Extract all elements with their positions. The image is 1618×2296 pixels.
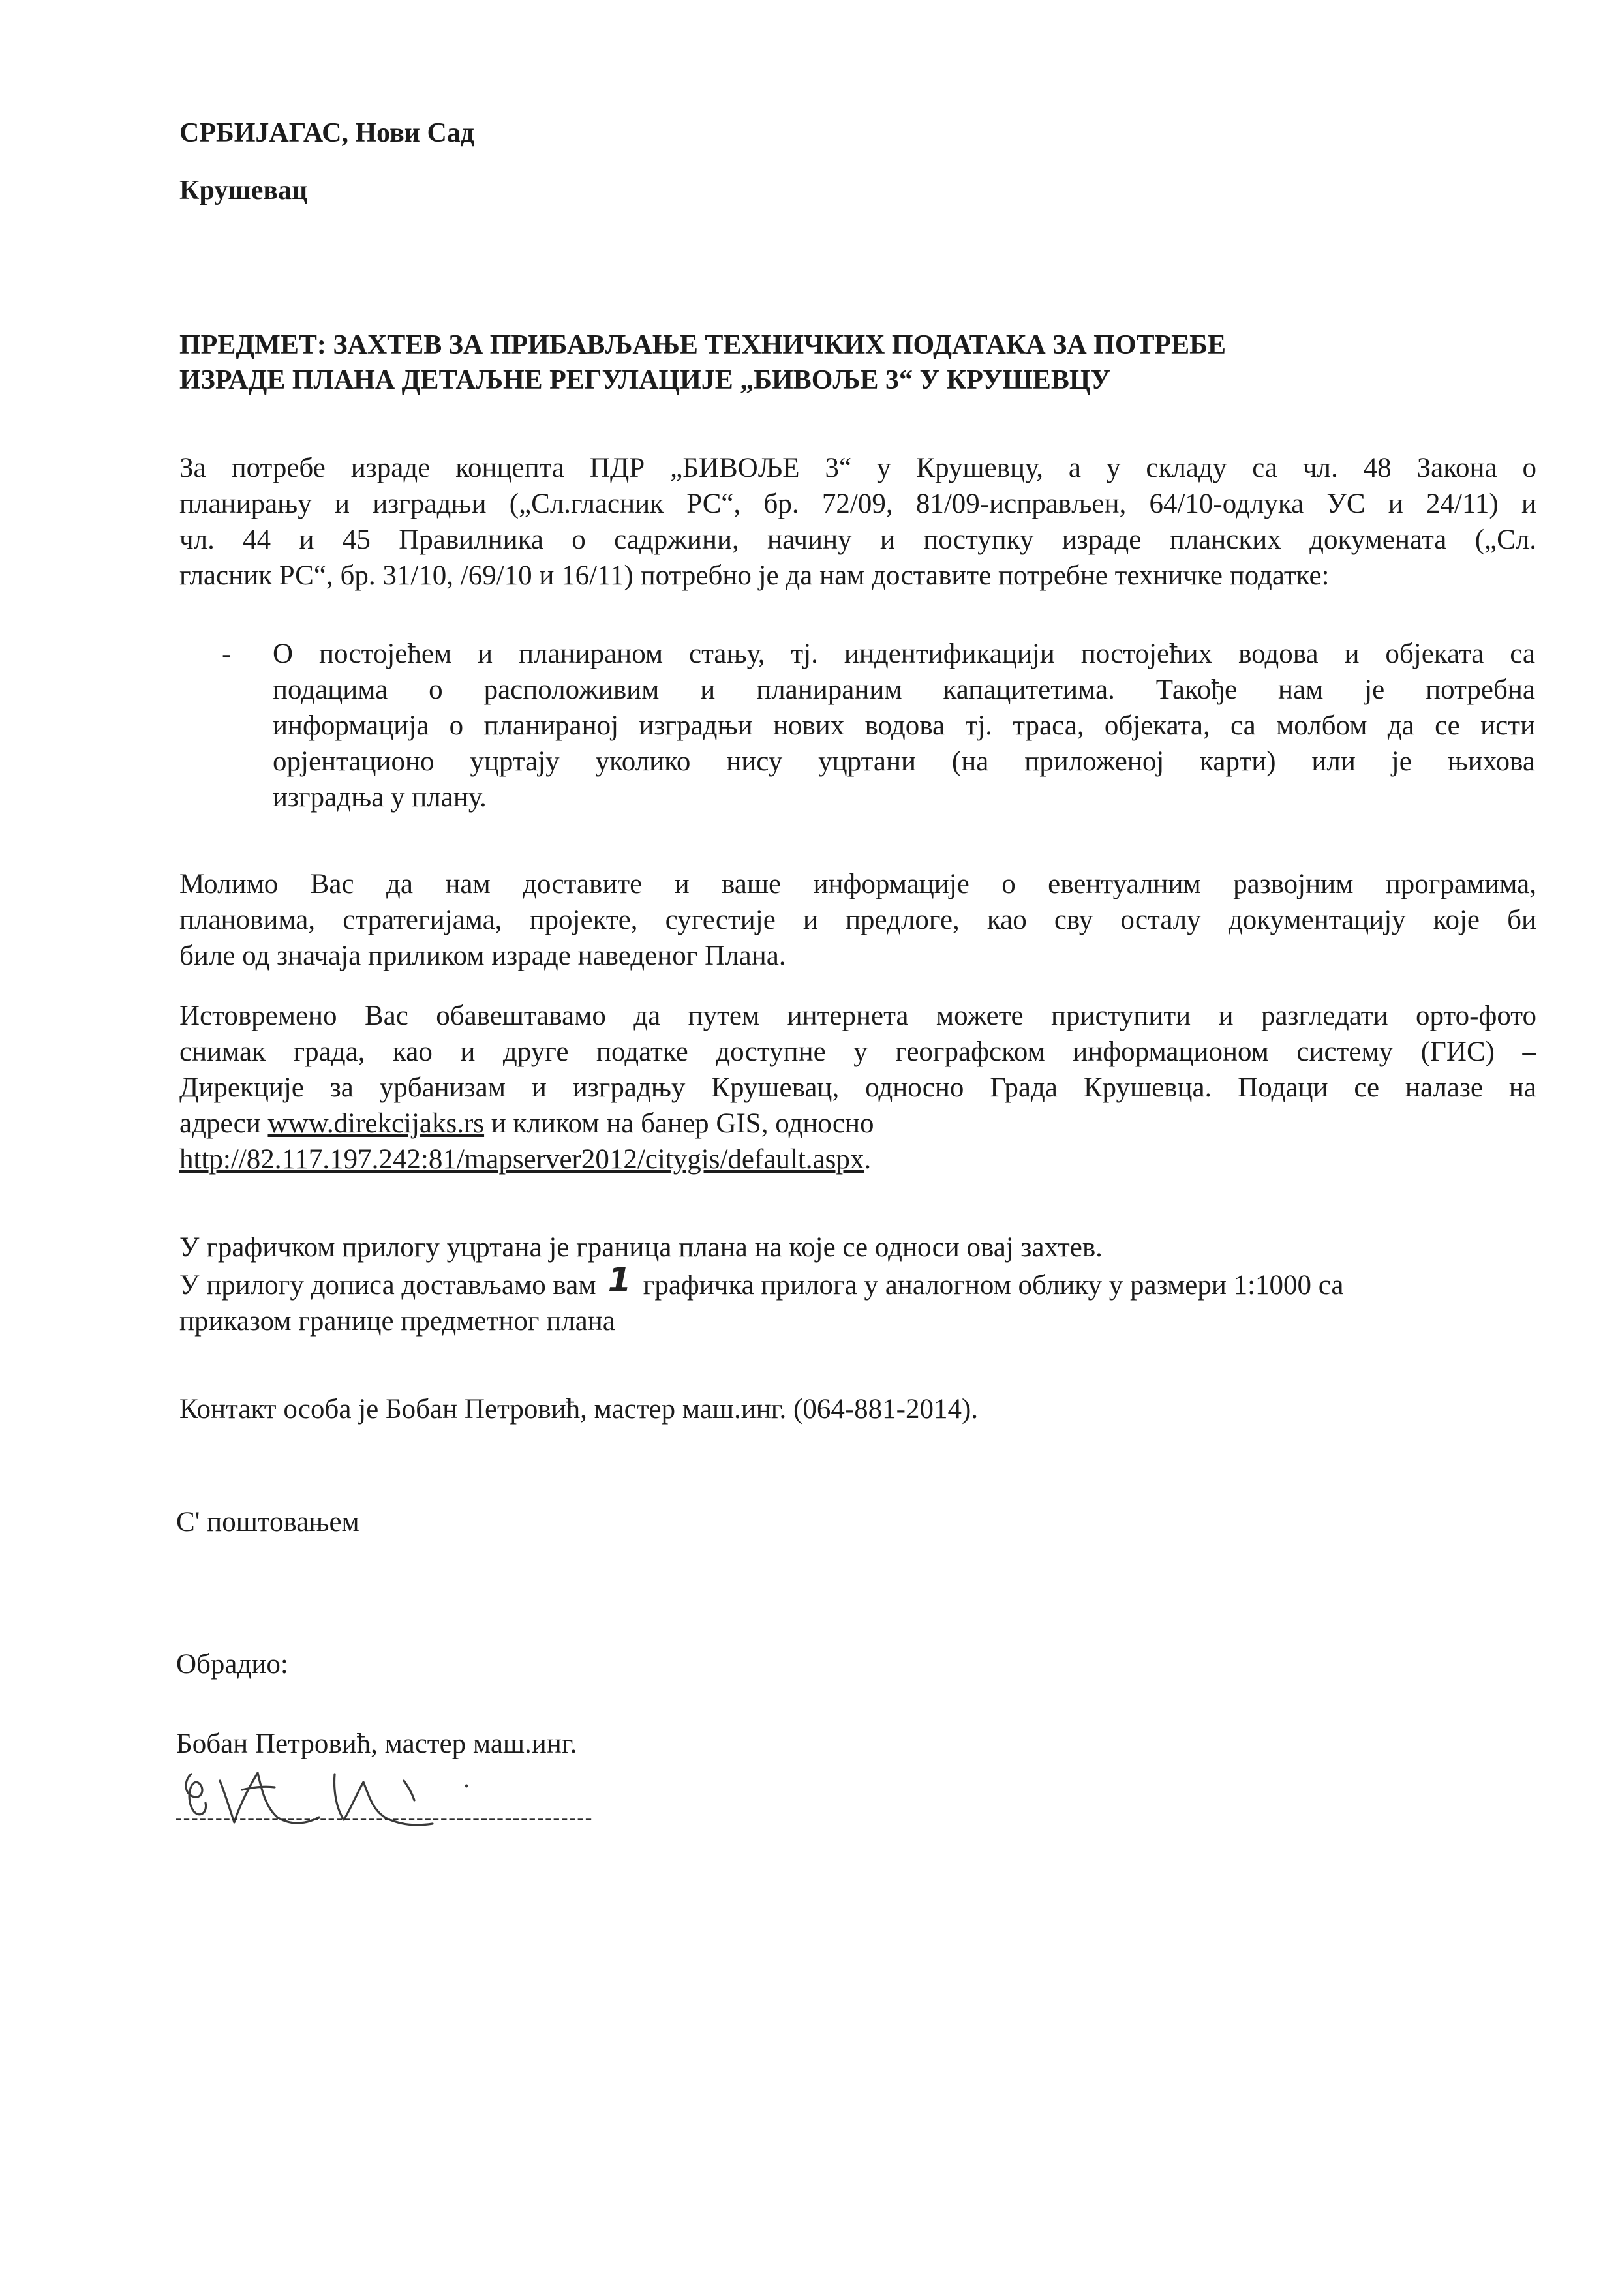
info-line-4: [179, 1106, 1536, 1141]
info-line-2: снимак града, као и друге податке доступне у географском информационом систему (ГИС) –: [179, 1036, 1536, 1067]
request-line-3: биле од значаја приликом израде наведеног Плана.: [179, 941, 786, 971]
annex-line-2: [179, 1261, 1536, 1303]
info-line-4-suffix: и кликом на банер GIS, односно: [484, 1108, 874, 1139]
intro-line-2: планирању и изградњи („Сл.гласник РС“, бр. 72/09, 81/09-исправљен, 64/10-одлука УС и 24/11) и: [179, 489, 1536, 519]
annex-line-3: приказом границе предметног плана: [179, 1306, 615, 1337]
intro-line-3: чл. 44 и 45 Правилника о садржини, начину и поступку израде планских докумената („Сл.: [179, 524, 1536, 555]
processed-by-label: Обрадио:: [176, 1649, 288, 1680]
direkcija-website-link[interactable]: www.direkcijaks.rs: [267, 1108, 485, 1139]
request-line-1: Молимо Вас да нам доставите и ваше информације о евентуалним развојним програмима,: [179, 869, 1536, 899]
request-paragraph: [179, 866, 1536, 974]
annex-paragraph: [179, 1230, 1536, 1339]
info-line-3: Дирекције за урбанизам и изградњу Крушевац, односно Града Крушевца. Подаци се налазе на: [179, 1072, 1536, 1103]
annex-count-handwritten: 1: [607, 1261, 632, 1300]
signature-line: ----------------------------------------------------: [175, 1805, 593, 1830]
contact-line: Контакт особа је Бобан Петровић, мастер маш.инг. (064-881-2014).: [179, 1394, 979, 1425]
intro-line-1: За потребе израде концепта ПДР „БИВОЉЕ 3“ у Крушевцу, а у складу са чл. 48 Закона о: [179, 453, 1536, 483]
addressee-organization: СРБИЈАГАС, Нови Сад: [179, 118, 475, 148]
bullet-line-2: подацима о расположивим и планираним капацитетима. Такође нам је потребна: [273, 674, 1535, 705]
subject-heading: [179, 327, 1439, 398]
processor-name: Бобан Петровић, мастер маш.инг.: [176, 1729, 577, 1759]
info-line-1: Истовремено Вас обавештавамо да путем интернета можете приступити и разгледати орто-фото: [179, 1001, 1536, 1031]
bullet-line-1: О постојећем и планираном стању, тј. индентификацији постојећих водова и објеката са: [273, 639, 1535, 669]
bullet-line-3: информација о планираној изградњи нових водова тј. траса, објеката, са молбом да се исти: [273, 710, 1535, 741]
bullet-dash: -: [222, 639, 232, 669]
annex-line-1: У графичком прилогу уцртана је граница плана на које се односи овај захтев.: [179, 1232, 1103, 1263]
info-line-4-prefix: адреси: [179, 1108, 268, 1139]
closing-regards: С' поштовањем: [176, 1507, 359, 1537]
addressee-city: Крушевац: [179, 175, 308, 205]
info-line-5-suffix: .: [864, 1144, 872, 1175]
bullet-text: [273, 636, 1535, 815]
intro-line-4: гласник РС“, бр. 31/10, /69/10 и 16/11) потребно је да нам доставите потребне техничке податке:: [179, 560, 1330, 591]
annex-line-2-suffix: графичка прилога у аналогном облику у размери 1:1000 са: [643, 1270, 1344, 1301]
bullet-line-4: орјентационо уцртају уколико нису уцртани (на приложеној карти) или је њихова: [273, 746, 1535, 777]
info-line-5: [179, 1141, 1536, 1177]
intro-paragraph: [179, 450, 1536, 594]
annex-line-2-prefix: У прилогу дописа достављамо вам: [179, 1270, 596, 1301]
request-line-2: плановима, стратегијама, пројекте, сугестије и предлоге, као сву осталу документацију које би: [179, 905, 1536, 935]
info-paragraph: [179, 998, 1536, 1177]
subject-line-1: ПРЕДМЕТ: ЗАХТЕВ ЗА ПРИБАВЉАЊЕ ТЕХНИЧКИХ ПОДАТАКА ЗА ПОТРЕБЕ: [179, 330, 1226, 360]
contact-paragraph: [179, 1391, 1536, 1427]
subject-line-2: ИЗРАДЕ ПЛАНА ДЕТАЉНЕ РЕГУЛАЦИЈЕ „БИВОЉЕ 3“ У КРУШЕВЦУ: [179, 365, 1111, 395]
bullet-line-5: изградња у плану.: [273, 782, 487, 813]
gis-mapserver-link[interactable]: http://82.117.197.242:81/mapserver2012/citygis/default.aspx: [179, 1144, 864, 1175]
